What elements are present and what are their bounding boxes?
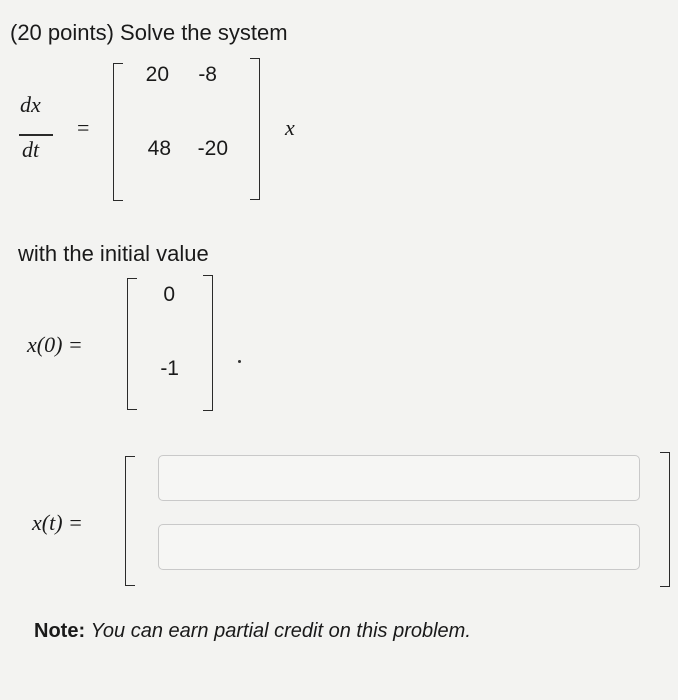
matrix-a-right-bracket xyxy=(250,58,260,200)
x-vector-variable: x xyxy=(285,115,295,140)
x0-label-text: x(0) = xyxy=(27,332,83,357)
matrix-a-r1c2: -8 xyxy=(198,63,217,86)
answer-row1-input[interactable] xyxy=(158,455,640,501)
matrix-a-r1c1: 20 xyxy=(145,63,169,86)
x0-r2: -1 xyxy=(160,357,179,380)
x0-r1: 0 xyxy=(163,283,175,306)
problem-title: (20 points) Solve the system xyxy=(10,20,288,45)
dx-numerator: dx xyxy=(20,92,41,117)
xt-label-text: x(t) = xyxy=(32,510,83,535)
matrix-a-r2c2: -20 xyxy=(197,137,228,160)
dt-denominator: dt xyxy=(22,137,40,162)
answer-right-bracket xyxy=(660,452,670,587)
matrix-a-r2c1: 48 xyxy=(147,137,171,160)
answer-left-bracket xyxy=(125,456,135,586)
fraction-bar xyxy=(19,134,53,136)
xt-label xyxy=(32,510,83,536)
equals-sign-1: = xyxy=(77,115,90,140)
note-text: You can earn partial credit on this problem. xyxy=(90,620,471,642)
initial-value-text: with the initial value xyxy=(18,241,209,266)
note-line xyxy=(34,620,471,643)
answer-row2-input[interactable] xyxy=(158,524,640,570)
x0-right-bracket xyxy=(203,275,213,411)
matrix-a-left-bracket xyxy=(113,63,123,201)
note-label: Note: xyxy=(34,620,86,642)
x0-label xyxy=(27,332,83,358)
period-dot xyxy=(238,360,241,363)
